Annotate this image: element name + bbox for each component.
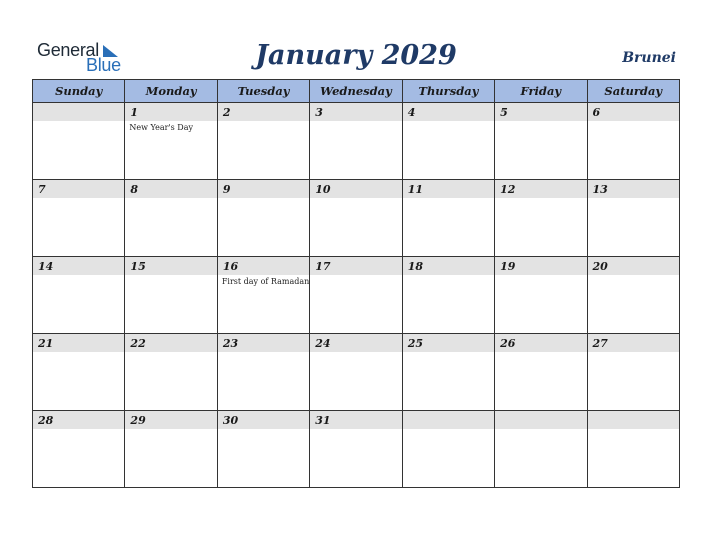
day-number: 8 (125, 180, 216, 198)
day-number: 19 (495, 257, 586, 275)
day-cell (402, 334, 494, 411)
day-number: 16 (218, 257, 309, 275)
day-cell (217, 180, 309, 257)
weekday-header-thursday: Thursday (402, 80, 494, 103)
day-cell (217, 257, 309, 334)
day-cell (217, 334, 309, 411)
day-number: 20 (588, 257, 679, 275)
day-number: 2 (218, 103, 309, 121)
day-cell (402, 180, 494, 257)
day-cell (402, 411, 494, 488)
logo-text-general: General (37, 40, 99, 60)
day-cell (587, 103, 679, 180)
day-cell (125, 411, 217, 488)
day-cell (310, 180, 402, 257)
day-cell (495, 411, 587, 488)
day-number: 13 (588, 180, 679, 198)
day-cell (402, 257, 494, 334)
day-cell (33, 103, 125, 180)
weekday-header-friday: Friday (495, 80, 587, 103)
day-number: 3 (310, 103, 401, 121)
day-number: 31 (310, 411, 401, 429)
day-number: 28 (33, 411, 124, 429)
day-cell (125, 103, 217, 180)
day-number: 23 (218, 334, 309, 352)
week-row (33, 257, 680, 334)
weekday-header-wednesday: Wednesday (310, 80, 402, 103)
calendar-title: January 2029 (255, 40, 457, 71)
day-cell (587, 334, 679, 411)
day-number: 17 (310, 257, 401, 275)
day-cell (125, 334, 217, 411)
day-number: 7 (33, 180, 124, 198)
weekday-header-tuesday: Tuesday (217, 80, 309, 103)
day-cell (495, 180, 587, 257)
day-number: 30 (218, 411, 309, 429)
day-number: 12 (495, 180, 586, 198)
day-number: 26 (495, 334, 586, 352)
day-number: 1 (125, 103, 216, 121)
day-number: 5 (495, 103, 586, 121)
week-row (33, 103, 680, 180)
day-cell (495, 257, 587, 334)
day-cell (33, 257, 125, 334)
day-cell (125, 180, 217, 257)
day-cell (310, 103, 402, 180)
day-cell (495, 103, 587, 180)
day-cell (495, 334, 587, 411)
day-number (33, 103, 124, 121)
week-row (33, 180, 680, 257)
day-cell (33, 180, 125, 257)
day-cell (217, 411, 309, 488)
day-number: 9 (218, 180, 309, 198)
calendar-body (33, 103, 680, 488)
day-number: 27 (588, 334, 679, 352)
day-number: 22 (125, 334, 216, 352)
day-number (403, 411, 494, 429)
week-row (33, 411, 680, 488)
day-number: 21 (33, 334, 124, 352)
day-number: 15 (125, 257, 216, 275)
day-cell (125, 257, 217, 334)
day-number: 29 (125, 411, 216, 429)
day-number: 11 (403, 180, 494, 198)
day-number (495, 411, 586, 429)
day-cell (310, 334, 402, 411)
day-cell (310, 257, 402, 334)
weekday-header-monday: Monday (125, 80, 217, 103)
week-row (33, 334, 680, 411)
logo-text-blue: Blue (86, 55, 121, 75)
country-label: Brunei (622, 50, 676, 66)
calendar-grid (32, 79, 680, 488)
day-number (588, 411, 679, 429)
day-cell (33, 334, 125, 411)
day-number: 10 (310, 180, 401, 198)
day-cell (402, 103, 494, 180)
day-cell (310, 411, 402, 488)
day-cell (587, 411, 679, 488)
day-number: 18 (403, 257, 494, 275)
weekday-header-row (33, 80, 680, 103)
day-number: 14 (33, 257, 124, 275)
day-number: 4 (403, 103, 494, 121)
day-cell (33, 411, 125, 488)
weekday-header-saturday: Saturday (587, 80, 679, 103)
day-number: 6 (588, 103, 679, 121)
weekday-header-sunday: Sunday (33, 80, 125, 103)
day-number: 24 (310, 334, 401, 352)
day-number: 25 (403, 334, 494, 352)
holiday-label: First day of Ramadan (221, 277, 310, 286)
day-cell (587, 257, 679, 334)
day-cell (217, 103, 309, 180)
holiday-label: New Year's Day (129, 123, 194, 132)
day-cell (587, 180, 679, 257)
